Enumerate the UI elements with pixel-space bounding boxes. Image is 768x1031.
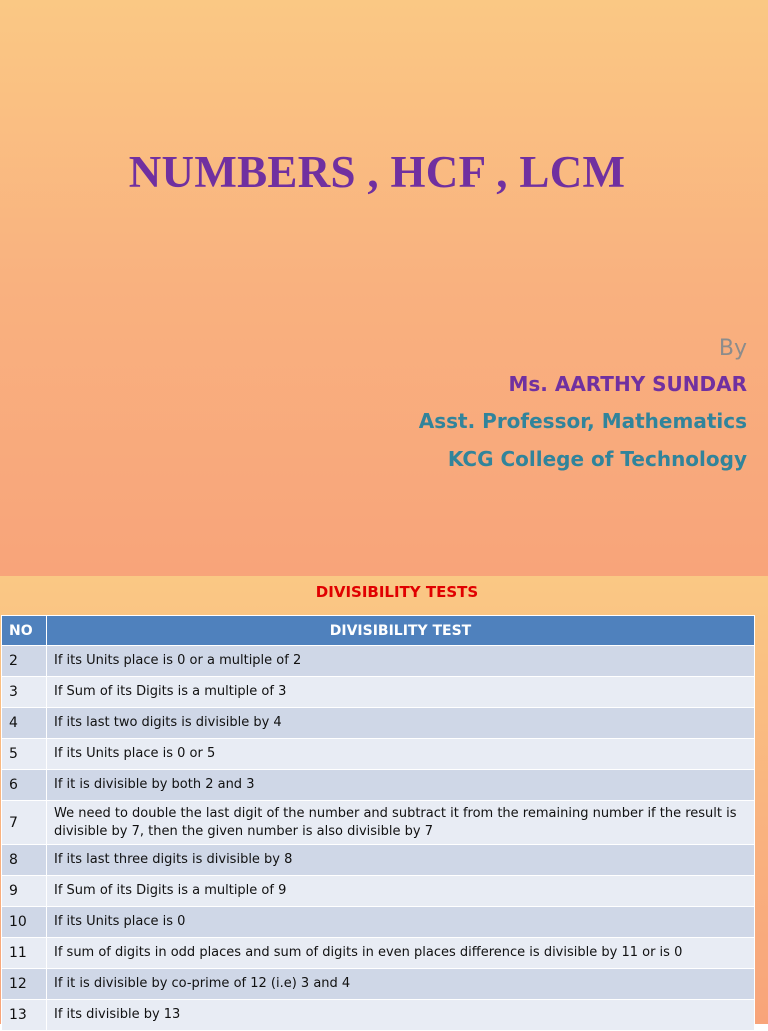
row-number: 13 xyxy=(2,1000,47,1031)
divisibility-slide xyxy=(0,576,768,1024)
table-row xyxy=(2,907,755,938)
row-test: If its divisible by 13 xyxy=(47,1000,755,1031)
divisibility-title: DIVISIBILITY TESTS xyxy=(315,583,479,601)
row-number: 9 xyxy=(2,876,47,907)
row-number: 2 xyxy=(2,646,47,677)
row-test: If its Units place is 0 or a multiple of 2 xyxy=(47,646,755,677)
row-test: We need to double the last digit of the number and subtract it from the remaining number if the result is divisible by 7, then the given number is also divisible by 7 xyxy=(47,801,755,845)
row-test: If its last three digits is divisible by 8 xyxy=(47,845,755,876)
row-test: If it is divisible by both 2 and 3 xyxy=(47,770,755,801)
by-label: By xyxy=(718,336,747,361)
row-test: If its last two digits is divisible by 4 xyxy=(47,708,755,739)
slide-title: NUMBERS , HCF , LCM xyxy=(128,147,626,197)
row-test: If its Units place is 0 or 5 xyxy=(47,739,755,770)
header-test: DIVISIBILITY TEST xyxy=(47,616,755,646)
row-number: 4 xyxy=(2,708,47,739)
table-row xyxy=(2,801,755,845)
table-row xyxy=(2,739,755,770)
table-row xyxy=(2,876,755,907)
table-row xyxy=(2,646,755,677)
row-number: 10 xyxy=(2,907,47,938)
table-row xyxy=(2,845,755,876)
row-test: If sum of digits in odd places and sum of digits in even places difference is divisible by 11 or is 0 xyxy=(47,938,755,969)
author-name: Ms. AARTHY SUNDAR xyxy=(508,372,747,396)
header-no: NO xyxy=(2,616,47,646)
row-number: 3 xyxy=(2,677,47,708)
table-row xyxy=(2,708,755,739)
author-college: KCG College of Technology xyxy=(447,447,747,471)
row-number: 12 xyxy=(2,969,47,1000)
table-header-row xyxy=(2,616,755,646)
divisibility-table xyxy=(1,615,755,1031)
table-row xyxy=(2,969,755,1000)
table-row xyxy=(2,770,755,801)
row-test: If Sum of its Digits is a multiple of 3 xyxy=(47,677,755,708)
table-row xyxy=(2,938,755,969)
row-number: 5 xyxy=(2,739,47,770)
row-test: If it is divisible by co-prime of 12 (i.e) 3 and 4 xyxy=(47,969,755,1000)
row-number: 8 xyxy=(2,845,47,876)
row-number: 6 xyxy=(2,770,47,801)
row-test: If its Units place is 0 xyxy=(47,907,755,938)
table-row xyxy=(2,1000,755,1031)
row-number: 7 xyxy=(2,801,47,845)
author-role: Asst. Professor, Mathematics xyxy=(418,409,747,433)
table-row xyxy=(2,677,755,708)
row-number: 11 xyxy=(2,938,47,969)
row-test: If Sum of its Digits is a multiple of 9 xyxy=(47,876,755,907)
